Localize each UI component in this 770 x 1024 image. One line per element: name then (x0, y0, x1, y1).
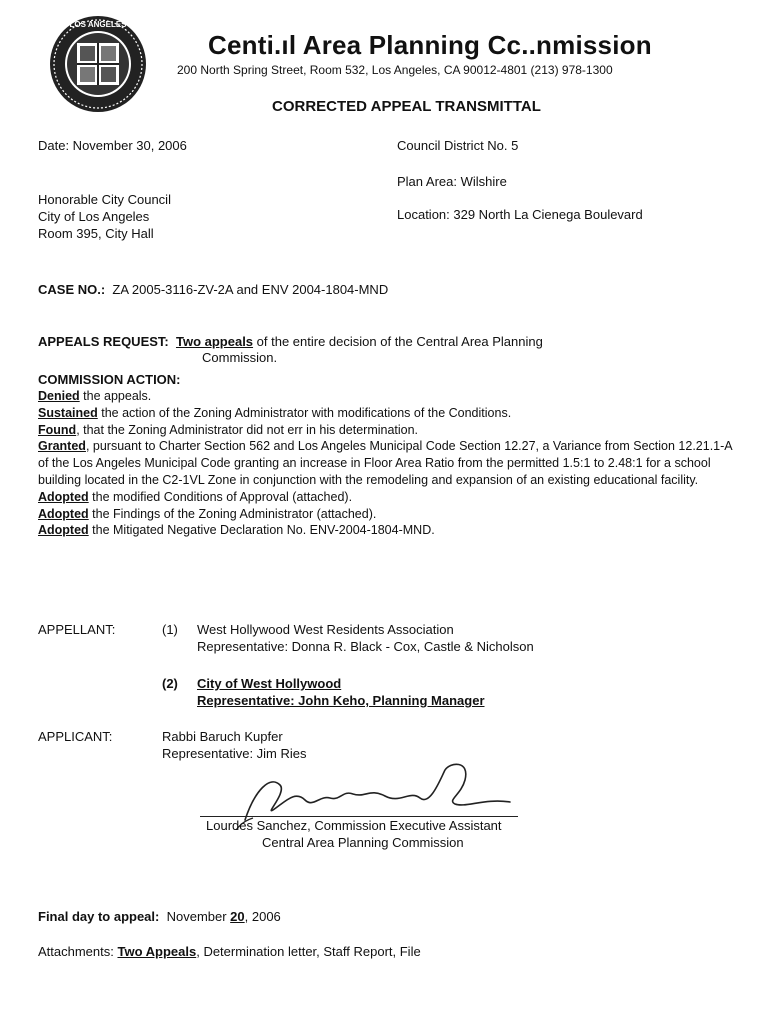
signature-line (200, 816, 518, 817)
city-seal-icon (48, 14, 148, 114)
appeals-request (38, 334, 543, 349)
final-day-label: Final day to appeal: (38, 909, 160, 924)
final-day-line: Final day to appeal: November 20, 2006 (38, 909, 281, 924)
recipient-line-3: Room 395, City Hall (38, 226, 154, 241)
location: Location: 329 North La Cienega Boulevard (397, 207, 643, 222)
signer-name: Lourdes Sanchez, Commission Executive Assistant (206, 818, 502, 833)
appeals-label: APPEALS REQUEST: (38, 334, 169, 349)
action-item: Denied the appeals. (38, 389, 152, 403)
case-label: CASE NO.: (38, 282, 106, 297)
recipient-line-1: Honorable City Council (38, 192, 171, 207)
svg-text:LOS ANGELES: LOS ANGELES (69, 20, 127, 29)
agency-title: Centi.ıl Area Planning Cc..nmission (208, 30, 652, 60)
appellant-1-rep: Representative: Donna R. Black - Cox, Castle & Nicholson (197, 639, 534, 654)
applicant-name: Rabbi Baruch Kupfer (162, 729, 283, 744)
case-value: ZA 2005-3116-ZV-2A and ENV 2004-1804-MND (112, 282, 389, 297)
appellant-1-name: West Hollywood West Residents Association (197, 622, 454, 637)
action-item: Adopted the Findings of the Zoning Administrator (attached). (38, 506, 377, 521)
appellant-2-name: City of West Hollywood (197, 676, 342, 691)
commission-heading: COMMISSION ACTION: (38, 372, 181, 387)
recipient-line-2: City of Los Angeles (38, 209, 150, 224)
applicant-rep: Representative: Jim Ries (162, 746, 307, 761)
action-item: Sustained the action of the Zoning Administrator with modifications of the Conditions. (38, 405, 512, 420)
appeals-line-2: Commission. (202, 350, 278, 365)
date-line: Date: November 30, 2006 (38, 138, 187, 153)
agency-address: 200 North Spring Street, Room 532, Los Angeles, CA 90012-4801 (213) 978-1300 (177, 63, 613, 77)
appellant-2-number: (2) (162, 676, 178, 691)
action-item: Granted, pursuant to Charter Section 562 and Los Angeles Municipal Code Section 12.27, a Variance from Section 12.21.1-A of the Los Angeles Municipal Code granting an increase in Floor Area Ratio from the permitted 1.5:1 to 2.48:1 for a school building located in the C2-1VL Zone in conjunction with the remodeling and expansion of an existing educational facility. (38, 439, 732, 487)
attachments-line: Attachments: Two Appeals, Determination letter, Staff Report, File (38, 944, 421, 959)
applicant-label: APPLICANT: (38, 729, 113, 744)
action-item: Adopted the modified Conditions of Approval (attached). (38, 489, 353, 504)
final-day-number: 20 (230, 909, 245, 924)
appellant-2-rep: Representative: John Keho, Planning Manager (197, 693, 485, 708)
council-district: Council District No. 5 (397, 138, 519, 153)
action-item: Found, that the Zoning Administrator did not err in his determination. (38, 422, 419, 437)
commission-actions (38, 388, 738, 539)
appellant-label: APPELLANT: (38, 622, 116, 637)
document-title: CORRECTED APPEAL TRANSMITTAL (272, 98, 541, 115)
case-number (38, 282, 388, 297)
plan-area: Plan Area: Wilshire (397, 174, 507, 189)
appeals-rest: of the entire decision of the Central Area Planning (253, 334, 543, 349)
signer-org: Central Area Planning Commission (262, 835, 464, 850)
appellant-1-number: (1) (162, 622, 178, 637)
action-item: Adopted the Mitigated Negative Declaration No. ENV-2004-1804-MND. (38, 523, 435, 538)
attachments-bold: Two Appeals (117, 944, 197, 959)
appeals-bold: Two appeals (175, 334, 254, 349)
